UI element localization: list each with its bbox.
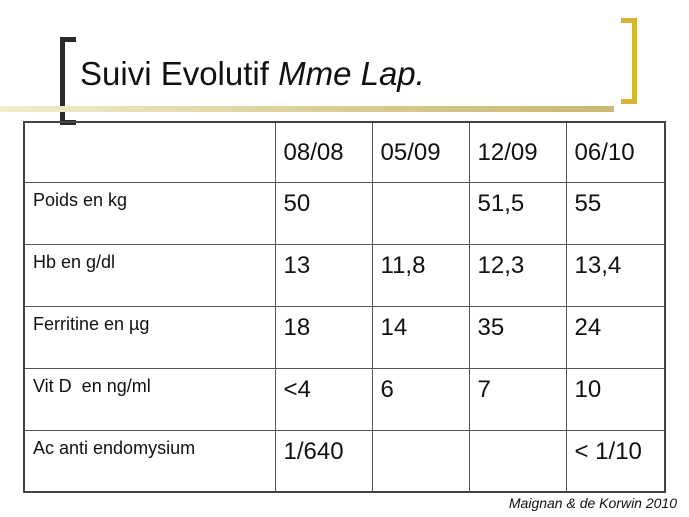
table-cell: 24: [566, 306, 665, 368]
table-cell: 51,5: [469, 182, 566, 244]
table-header-row: [24, 122, 665, 182]
slide-title: [80, 55, 425, 93]
right-bracket-decoration: [621, 18, 637, 104]
table-row-vitamin-d: [24, 368, 665, 430]
table-cell: 13,4: [566, 244, 665, 306]
table-cell: 7: [469, 368, 566, 430]
table-cell: 11,8: [372, 244, 469, 306]
table-cell: 12,3: [469, 244, 566, 306]
table-cell: 14: [372, 306, 469, 368]
table-cell: 13: [275, 244, 372, 306]
table-row-ferritin: [24, 306, 665, 368]
table-cell: 35: [469, 306, 566, 368]
header-cell-empty: [24, 122, 275, 182]
table-cell: 18: [275, 306, 372, 368]
table-cell: [372, 182, 469, 244]
title-underline-rule: [0, 106, 614, 112]
table-cell: 55: [566, 182, 665, 244]
table-cell: [469, 430, 566, 492]
table-cell: [372, 430, 469, 492]
header-cell-date: 12/09: [469, 122, 566, 182]
row-label: Hb en g/dl: [24, 244, 275, 306]
table-row-endomysium: [24, 430, 665, 492]
table-cell: 10: [566, 368, 665, 430]
slide-title-main: Suivi Evolutif: [80, 55, 279, 92]
table-cell: 6: [372, 368, 469, 430]
header-cell-date: 05/09: [372, 122, 469, 182]
source-credit: Maignan & de Korwin 2010: [508, 495, 677, 511]
slide-title-patient: Mme Lap.: [278, 55, 425, 92]
table-cell: <4: [275, 368, 372, 430]
table-cell: 50: [275, 182, 372, 244]
row-label: Poids en kg: [24, 182, 275, 244]
row-label: Vit D en ng/ml: [24, 368, 275, 430]
header-cell-date: 06/10: [566, 122, 665, 182]
header-cell-date: 08/08: [275, 122, 372, 182]
table-cell: 1/640: [275, 430, 372, 492]
table-cell: < 1/10: [566, 430, 665, 492]
follow-up-table: [23, 121, 666, 493]
table-row-weight: [24, 182, 665, 244]
row-label: Ferritine en µg: [24, 306, 275, 368]
table-row-hemoglobin: [24, 244, 665, 306]
row-label: Ac anti endomysium: [24, 430, 275, 492]
